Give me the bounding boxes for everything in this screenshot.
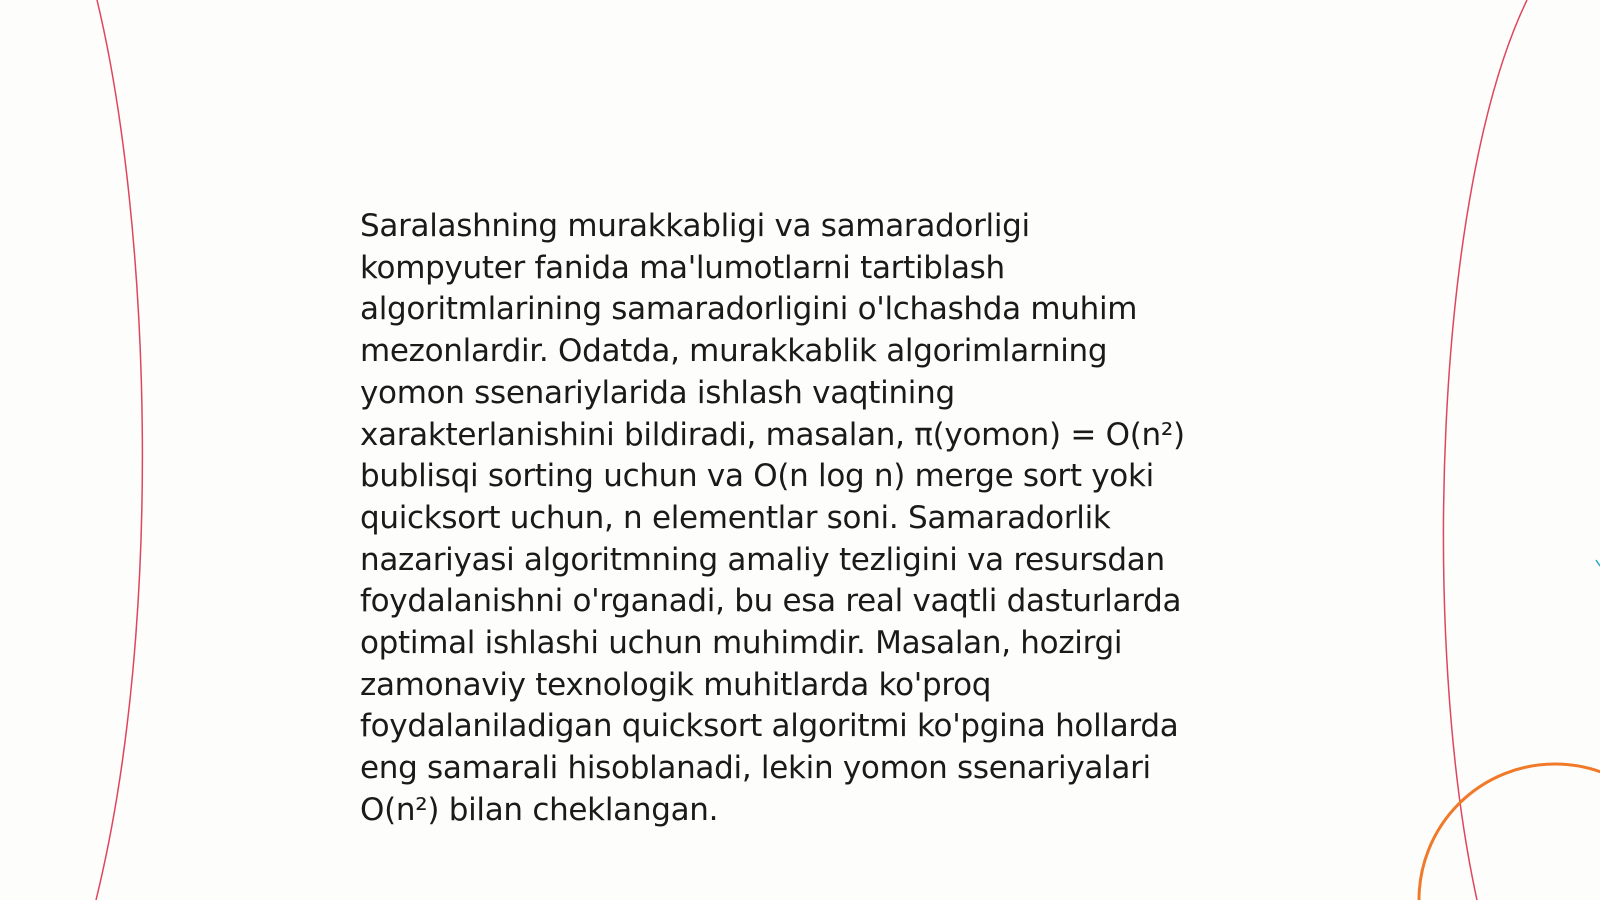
teal-accent-mark [1596,560,1600,566]
right-red-curve [1443,0,1527,900]
body-paragraph: Saralashning murakkabligi va samaradorligi kompyuter fanida ma'lumotlarni tartiblash algoritmlarining samaradorligini o'lchashda muhim mezonlardir. Odatda, murakkablik algorimlarning yomon ssenariylarida ishlash vaqtining xarakterlanishini bildiradi, masalan, π(yomon) = O(n²) bublisqi sorting uchun va O(n log n) merge sort yoki quicksort uchun, n elementlar soni. Samaradorlik nazariyasi algoritmning amaliy tezligini va resursdan foydalanishni o'rganadi, bu esa real vaqtli dasturlarda optimal ishlashi uchun muhimdir. Masalan, hozirgi zamonaviy texnologik muhitlarda ko'proq foydalaniladigan quicksort algoritmi ko'pgina hollarda eng samarali hisoblanadi, lekin yomon ssenariyalari O(n²) bilan cheklangan. [360,208,1185,828]
left-red-curve [96,0,142,900]
orange-circle-outline [1419,764,1600,900]
